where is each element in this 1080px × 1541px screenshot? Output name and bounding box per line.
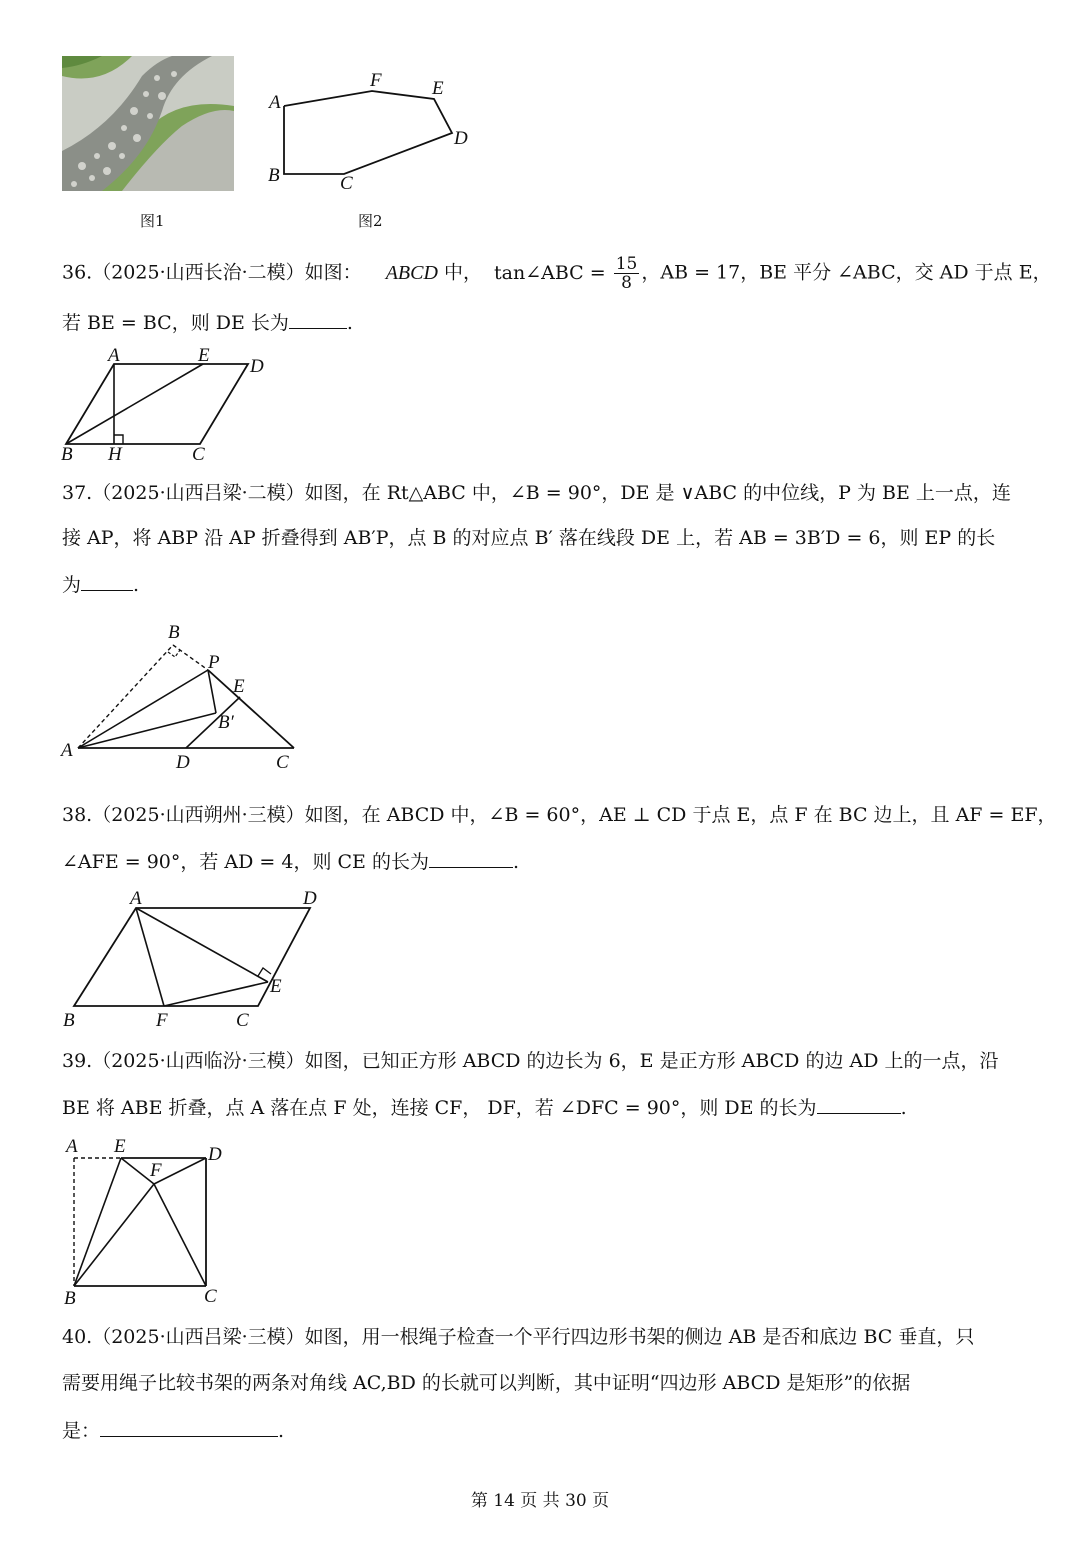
q36-line2: 若 BE = BC，则 DE 长为 . [62, 312, 353, 334]
q37-line3: 为 . [62, 574, 140, 596]
q37-label-b-prime: B′ [218, 712, 234, 733]
q38-line2: ∠AFE = 90°，若 AD = 4，则 CE 的长为 . [62, 851, 519, 873]
q39-label-a: A [66, 1136, 78, 1157]
q38-label-e: E [270, 976, 282, 997]
q38-label-c: C [236, 1010, 249, 1031]
q38-label-d: D [303, 888, 317, 909]
q40-line3: 是： . [62, 1420, 285, 1442]
q36-parallelogram-figure [58, 344, 288, 462]
q37-label-e: E [233, 676, 245, 697]
answer-blank-38[interactable] [429, 849, 513, 868]
q37-line2: 接 AP，将 ABP 沿 AP 折叠得到 AB′P，点 B 的对应点 B′ 落在线段 DE 上，若 AB = 3B′D = 6，则 EP 的长 [62, 527, 996, 549]
q39-label-e: E [114, 1136, 126, 1157]
q37-label-p: P [208, 652, 220, 673]
q38-label-b: B [63, 1010, 75, 1031]
q39-label-b: B [64, 1288, 76, 1309]
answer-blank-36[interactable] [289, 310, 347, 329]
fig1-caption: 图1 [140, 212, 165, 230]
q38-line1: 38.（2025·山西朔州·三模）如图，在 ABCD 中，∠B = 60°，AE ⊥ CD 于点 E，点 F 在 BC 边上，且 AF = EF， [62, 804, 1057, 826]
q36-label-h: H [108, 444, 122, 462]
q39-label-d: D [208, 1144, 222, 1165]
q37-label-a: A [61, 740, 73, 761]
q36-label-c: C [192, 444, 205, 462]
q37-label-c: C [276, 752, 289, 773]
q37-triangle-figure [58, 618, 308, 774]
stone-path-photo [62, 56, 234, 191]
q39-label-f: F [150, 1160, 162, 1181]
q37-label-b: B [168, 622, 180, 643]
fig2-caption: 图2 [358, 212, 383, 230]
q39-square-figure [58, 1130, 238, 1310]
fig2-label-f: F [370, 70, 382, 91]
fig2-label-e: E [432, 78, 444, 99]
q37-label-d: D [176, 752, 190, 773]
q37-line1: 37.（2025·山西吕梁·二模）如图，在 Rt△ABC 中，∠B = 90°，DE 是 ∨ABC 的中位线，P 为 BE 上一点，连 [62, 482, 1011, 504]
fig2-label-b: B [268, 165, 280, 186]
answer-blank-37[interactable] [81, 572, 133, 591]
q40-line1: 40.（2025·山西吕梁·三模）如图，用一根绳子检查一个平行四边形书架的侧边 AB 是否和底边 BC 垂直，只 [62, 1326, 975, 1348]
answer-blank-40[interactable] [100, 1418, 278, 1437]
q38-label-a: A [130, 888, 142, 909]
answer-blank-39[interactable] [817, 1095, 901, 1114]
q36-label-d: D [250, 356, 264, 377]
fig2-label-d: D [454, 128, 468, 149]
q39-label-c: C [204, 1286, 217, 1307]
q38-parallelogram-figure [58, 884, 338, 1034]
fig2-label-a: A [269, 92, 281, 113]
q36-line1: 36.（2025·山西长治·二模）如图： ABCD 中， tan∠ABC = $\frac{15}{8}$ ，AB = 17，BE 平分 ∠ABC，交 AD 于点 E， [62, 254, 1052, 293]
fraction-15-8: $\frac{15}{8}$ [615, 254, 638, 293]
q36-label-a: A [108, 345, 120, 366]
fig2-label-c: C [340, 173, 353, 194]
q38-label-f: F [156, 1010, 168, 1031]
hexagon-figure [262, 66, 482, 196]
q36-label-b: B [61, 444, 73, 462]
page-footer: 第 14 页 共 30 页 [470, 1491, 610, 1511]
q39-line2: BE 将 ABE 折叠，点 A 落在点 F 处，连接 CF， DF，若 ∠DFC = 90°，则 DE 的长为 . [62, 1097, 907, 1119]
q39-line1: 39.（2025·山西临汾·三模）如图，已知正方形 ABCD 的边长为 6，E 是正方形 ABCD 的边 AD 上的一点，沿 [62, 1050, 999, 1072]
q36-label-e: E [198, 345, 210, 366]
q40-line2: 需要用绳子比较书架的两条对角线 AC,BD 的长就可以判断，其中证明“四边形 ABCD 是矩形”的依据 [62, 1372, 911, 1394]
